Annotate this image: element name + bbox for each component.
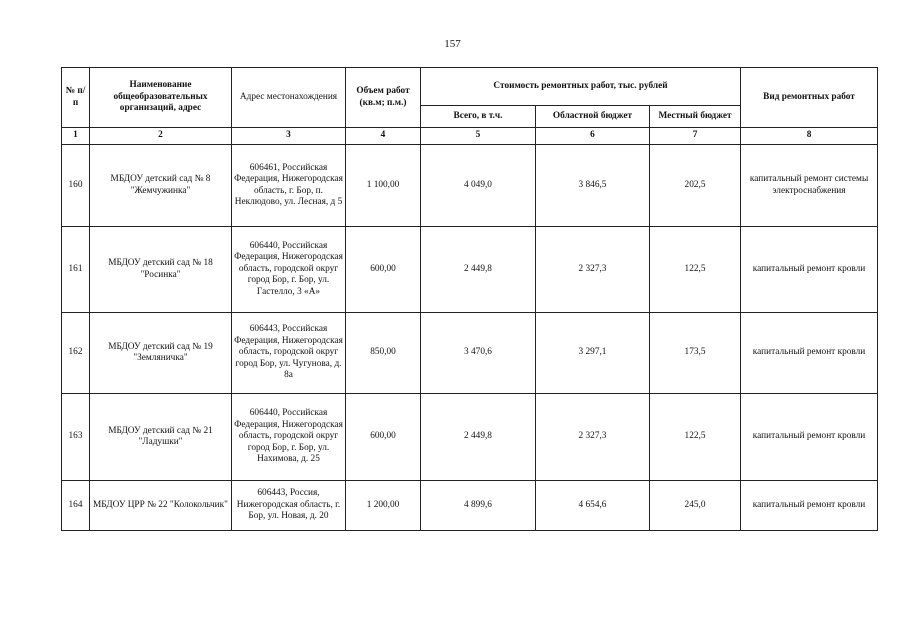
row-name: МБДОУ детский сад № 18 "Росинка": [90, 227, 232, 313]
row-regional: 3 297,1: [536, 313, 650, 394]
row-regional: 2 327,3: [536, 227, 650, 313]
row-local: 245,0: [650, 481, 741, 531]
row-total: 4 899,6: [421, 481, 536, 531]
column-number: 1: [62, 128, 90, 145]
table-row: [62, 481, 878, 531]
table-row: [62, 394, 878, 481]
column-number: 2: [90, 128, 232, 145]
row-local: 122,5: [650, 227, 741, 313]
row-repair-type: капитальный ремонт кровли: [741, 313, 878, 394]
row-local: 122,5: [650, 394, 741, 481]
row-name: МБДОУ детский сад № 19 "Земляничка": [90, 313, 232, 394]
header-name: Наименование общеобразовательных организаций, адрес: [90, 68, 232, 128]
row-address: 606443, Российская Федерация, Нижегородская область, городской округ город Бор, ул. Чугунова, д. 8а: [232, 313, 346, 394]
repair-works-table: [61, 67, 878, 531]
row-total: 2 449,8: [421, 227, 536, 313]
row-regional: 2 327,3: [536, 394, 650, 481]
header-regional: Областной бюджет: [536, 106, 650, 128]
row-repair-type: капитальный ремонт системы электроснабжения: [741, 145, 878, 227]
row-regional: 4 654,6: [536, 481, 650, 531]
column-number: 4: [346, 128, 421, 145]
header-address: Адрес местонахождения: [232, 68, 346, 128]
column-number: 3: [232, 128, 346, 145]
row-volume: 1 100,00: [346, 145, 421, 227]
header-row: [62, 68, 878, 106]
row-repair-type: капитальный ремонт кровли: [741, 394, 878, 481]
row-repair-type: капитальный ремонт кровли: [741, 481, 878, 531]
row-repair-type: капитальный ремонт кровли: [741, 227, 878, 313]
column-number: 6: [536, 128, 650, 145]
header-total: Всего, в т.ч.: [421, 106, 536, 128]
row-address: 606440, Российская Федерация, Нижегородская область, городской округ город Бор, г. Бор, ул. Нахимова, д. 25: [232, 394, 346, 481]
table-row: [62, 313, 878, 394]
page-number: 157: [444, 38, 461, 50]
header-cost: Стоимость ремонтных работ, тыс. рублей: [421, 68, 741, 106]
row-regional: 3 846,5: [536, 145, 650, 227]
row-num: 160: [62, 145, 90, 227]
row-volume: 850,00: [346, 313, 421, 394]
table-row: [62, 227, 878, 313]
row-address: 606440, Российская Федерация, Нижегородская область, городской округ город Бор, г. Бор, ул. Гастелло, 3 «А»: [232, 227, 346, 313]
column-number: 5: [421, 128, 536, 145]
row-local: 202,5: [650, 145, 741, 227]
row-address: 606443, Россия, Нижегородская область, г. Бор, ул. Новая, д. 20: [232, 481, 346, 531]
row-num: 164: [62, 481, 90, 531]
row-num: 163: [62, 394, 90, 481]
row-name: МБДОУ детский сад № 21 "Ладушки": [90, 394, 232, 481]
row-name: МБДОУ детский сад № 8 "Жемчужинка": [90, 145, 232, 227]
column-numbers-row: [62, 128, 878, 145]
row-name: МБДОУ ЦРР № 22 "Колокольчик": [90, 481, 232, 531]
row-total: 3 470,6: [421, 313, 536, 394]
row-total: 4 049,0: [421, 145, 536, 227]
row-address: 606461, Российская Федерация, Нижегородская область, г. Бор, п. Неклюдово, ул. Лесная, д 5: [232, 145, 346, 227]
header-local: Местный бюджет: [650, 106, 741, 128]
row-volume: 600,00: [346, 227, 421, 313]
row-total: 2 449,8: [421, 394, 536, 481]
column-number: 7: [650, 128, 741, 145]
table-row: [62, 145, 878, 227]
header-repair-type: Вид ремонтных работ: [741, 68, 878, 128]
row-num: 161: [62, 227, 90, 313]
header-volume: Объем работ (кв.м; п.м.): [346, 68, 421, 128]
row-volume: 600,00: [346, 394, 421, 481]
column-number: 8: [741, 128, 878, 145]
row-num: 162: [62, 313, 90, 394]
row-local: 173,5: [650, 313, 741, 394]
header-num: № п/п: [62, 68, 90, 128]
row-volume: 1 200,00: [346, 481, 421, 531]
